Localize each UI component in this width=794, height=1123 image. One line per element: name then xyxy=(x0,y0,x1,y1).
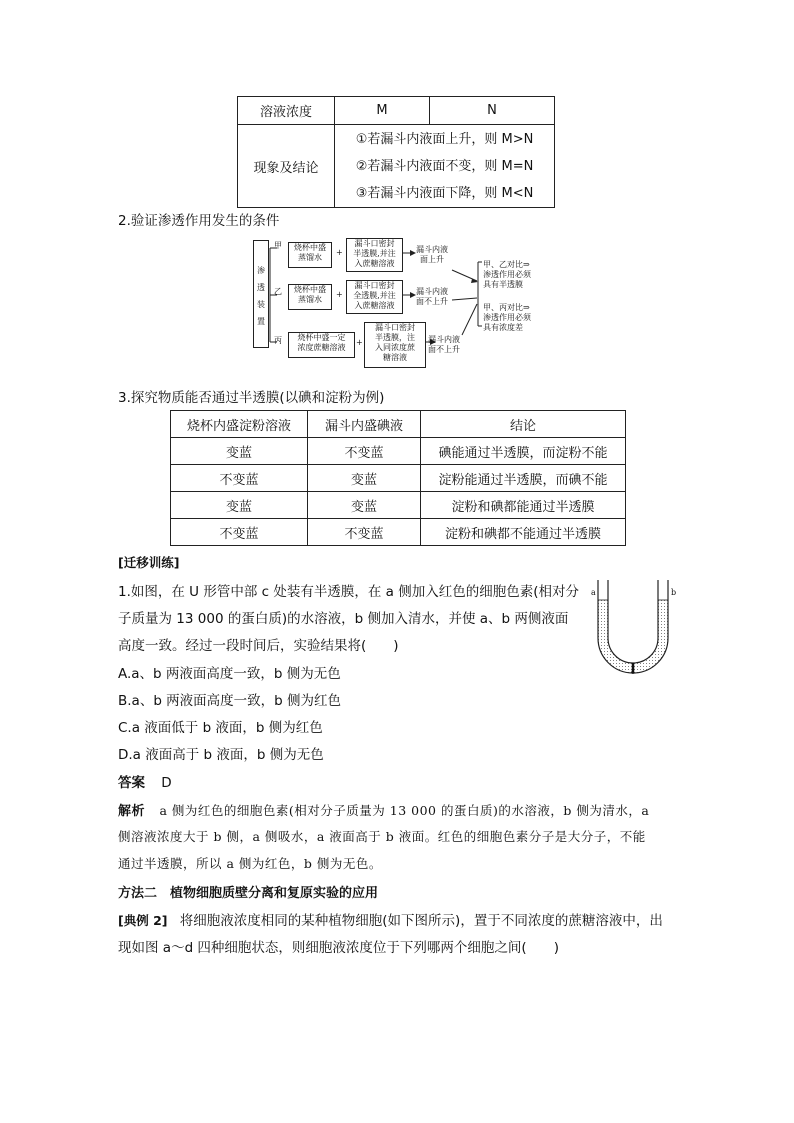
t2-cell: 不变蓝 xyxy=(171,519,308,546)
t2-header-3: 结论 xyxy=(421,411,626,438)
example-line-1 xyxy=(118,909,663,929)
section-tag: [迁移训练] xyxy=(118,555,180,570)
row-tag-bing: 丙 xyxy=(274,336,282,345)
plus-yi: + xyxy=(336,290,343,299)
t2-cell: 碘能通过半透膜，而淀粉不能 xyxy=(421,438,626,465)
funnel-yi-line3: 入蔗糖溶液 xyxy=(354,301,395,310)
t2-cell: 淀粉能通过半透膜，而碘不能 xyxy=(421,465,626,492)
t2-cell: 不变蓝 xyxy=(171,465,308,492)
device-char-1: 渗 xyxy=(257,266,265,275)
device-char-4: 置 xyxy=(257,317,265,326)
t2-cell: 淀粉和碘都不能通过半透膜 xyxy=(421,519,626,546)
header-concentration: 溶液浓度 xyxy=(238,97,335,125)
answer-row xyxy=(118,771,172,791)
plus-jia: + xyxy=(336,248,343,257)
option-a: A.a、b 两液面高度一致，b 侧为无色 xyxy=(118,666,341,682)
device-label-box xyxy=(253,240,269,348)
t2-cell: 不变蓝 xyxy=(308,438,421,465)
u-tube-figure xyxy=(588,578,678,678)
funnel-jia-line3: 入蔗糖溶液 xyxy=(354,259,395,268)
result-bing-line1: 漏斗内液 xyxy=(428,335,460,344)
row-tag-yi: 乙 xyxy=(274,287,282,296)
funnel-jia-line1: 漏斗口密封 xyxy=(354,239,395,248)
iodine-starch-table xyxy=(170,410,626,546)
explain-line-1 xyxy=(118,800,649,819)
conclusion-1-line1: 甲、乙对比⇒ xyxy=(483,260,530,269)
label-b: b xyxy=(671,588,677,597)
funnel-yi-line2: 全透膜,并注 xyxy=(353,291,396,300)
answer-label: 答案 xyxy=(118,775,145,791)
conclusion-2-line3: 具有浓度差 xyxy=(483,323,523,332)
result-jia-line2: 面上升 xyxy=(420,255,444,264)
result-2: ②若漏斗内液面不变，则 M=N xyxy=(355,158,534,174)
t2-cell: 变蓝 xyxy=(308,465,421,492)
explain-text-1: a 侧为红色的细胞色素(相对分子质量为 13 000 的蛋白质)的水溶液，b 侧为清水，a xyxy=(159,803,650,818)
result-yi xyxy=(416,287,448,307)
result-bing xyxy=(428,335,460,355)
t2-cell: 淀粉和碘都能通过半透膜 xyxy=(421,492,626,519)
table-row xyxy=(171,465,626,492)
funnel-bing-line3: 入同浓度蔗 xyxy=(375,343,415,352)
t2-cell: 变蓝 xyxy=(171,492,308,519)
question-line-3: 高度一致。经过一段时间后，实验结果将( ) xyxy=(118,638,399,654)
t2-cell: 不变蓝 xyxy=(308,519,421,546)
funnel-box-yi xyxy=(346,280,403,314)
result-jia xyxy=(416,245,448,265)
u-tube-icon xyxy=(588,578,678,678)
header-m: M xyxy=(335,97,430,125)
example-line-2: 现如图 a～d 四种细胞状态，则细胞液浓度位于下列哪两个细胞之间( ) xyxy=(118,940,559,956)
funnel-yi-line1: 漏斗口密封 xyxy=(354,281,395,290)
result-yi-line1: 漏斗内液 xyxy=(416,287,448,296)
beaker-jia-line2: 蒸馏水 xyxy=(298,253,322,262)
result-3: ③若漏斗内液面下降，则 M<N xyxy=(355,185,534,201)
beaker-yi-line2: 蒸馏水 xyxy=(298,295,322,304)
question-line-2: 子质量为 13 000 的蛋白质)的水溶液，b 侧加入清水，并使 a、b 两侧液面 xyxy=(118,611,569,627)
table-row xyxy=(171,438,626,465)
explain-line-2: 侧溶液浓度大于 b 侧，a 侧吸水，a 液面高于 b 液面。红色的细胞色素分子是大分子，不能 xyxy=(118,829,646,844)
result-jia-line1: 漏斗内液 xyxy=(416,245,448,254)
row-tag-jia: 甲 xyxy=(274,241,282,250)
device-char-3: 装 xyxy=(257,300,265,309)
t2-cell: 变蓝 xyxy=(308,492,421,519)
label-c: c xyxy=(631,669,635,676)
funnel-jia-line2: 半透膜,并注 xyxy=(353,249,396,258)
t2-header-2: 漏斗内盛碘液 xyxy=(308,411,421,438)
funnel-box-jia xyxy=(346,238,403,272)
t2-cell: 变蓝 xyxy=(171,438,308,465)
heading-3: 3.探究物质能否通过半透膜(以碘和淀粉为例) xyxy=(118,390,385,406)
t2-header-1: 烧杯内盛淀粉溶液 xyxy=(171,411,308,438)
beaker-bing-line2: 浓度蔗糖溶液 xyxy=(297,343,346,352)
question-line-1: 1.如图，在 U 形管中部 c 处装有半透膜，在 a 侧加入红色的细胞色素(相对分 xyxy=(118,584,579,600)
beaker-bing-line1: 烧杯中盛一定 xyxy=(297,333,346,342)
conclusion-1 xyxy=(483,260,531,290)
example-text-1: 将细胞液浓度相同的某种植物细胞(如下图所示)，置于不同浓度的蔗糖溶液中，出 xyxy=(179,913,663,929)
option-b: B.a、b 两液面高度一致，b 侧为红色 xyxy=(118,693,342,709)
beaker-box-yi xyxy=(288,284,332,310)
explain-line-3: 通过半透膜，所以 a 侧为红色，b 侧为无色。 xyxy=(118,856,382,871)
plus-bing: + xyxy=(356,338,363,347)
table-row xyxy=(171,492,626,519)
conclusion-2-line2: 渗透作用必须 xyxy=(483,313,531,322)
conclusion-2-line1: 甲、丙对比⇒ xyxy=(483,303,530,312)
beaker-yi-line1: 烧杯中盛 xyxy=(294,285,326,294)
result-1: ①若漏斗内液面上升，则 M>N xyxy=(355,131,534,147)
header-n: N xyxy=(430,97,555,125)
device-char-2: 透 xyxy=(257,283,265,292)
row-label-phenomenon: 现象及结论 xyxy=(238,125,335,208)
beaker-box-bing xyxy=(288,332,355,358)
funnel-bing-line2: 半透膜，注 xyxy=(375,333,415,342)
example-tag: [典例 2] xyxy=(118,913,168,928)
conclusion-2 xyxy=(483,303,531,333)
explain-label: 解析 xyxy=(118,804,146,819)
heading-2: 2.验证渗透作用发生的条件 xyxy=(118,213,280,229)
option-d: D.a 液面高于 b 液面，b 侧为无色 xyxy=(118,747,324,763)
result-yi-line2: 面不上升 xyxy=(416,297,448,306)
method-2-heading: 方法二 植物细胞质壁分离和复原实验的应用 xyxy=(118,886,379,901)
beaker-jia-line1: 烧杯中盛 xyxy=(294,243,326,252)
table-row xyxy=(171,519,626,546)
funnel-bing-line4: 糖溶液 xyxy=(383,353,407,362)
funnel-box-bing xyxy=(364,322,426,368)
answer-value: D xyxy=(161,775,172,791)
conclusion-1-line2: 渗透作用必须 xyxy=(483,270,531,279)
beaker-box-jia xyxy=(288,242,332,268)
conclusion-1-line3: 具有半透膜 xyxy=(483,280,523,289)
option-c: C.a 液面低于 b 液面，b 侧为红色 xyxy=(118,720,323,736)
result-bing-line2: 面不上升 xyxy=(428,345,460,354)
label-a: a xyxy=(591,588,596,597)
funnel-bing-line1: 漏斗口密封 xyxy=(375,323,415,332)
